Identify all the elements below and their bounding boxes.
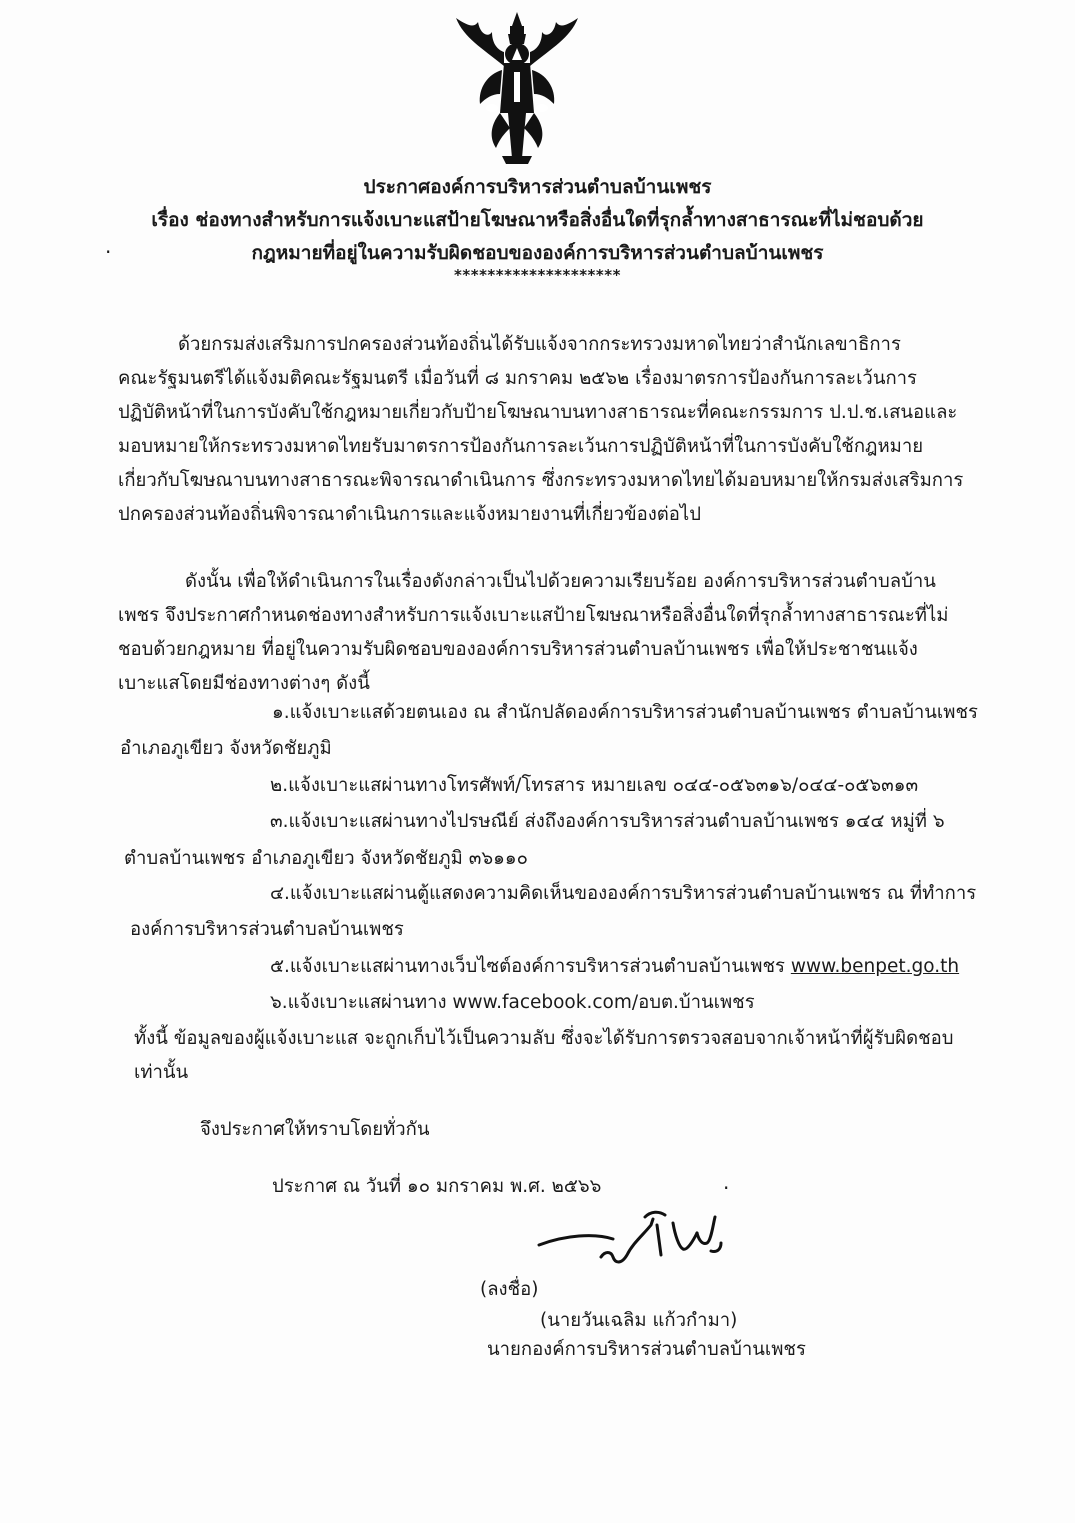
para1-line: ปฏิบัติหน้าที่ในการบังคับใช้กฎหมายเกี่ยวกับป้ายโฆษณาบนทางสาธารณะที่คณะกรรมการ ป.ป.ช.เสนอและ — [118, 402, 958, 423]
channel-item-3: ๓.แจ้งเบาะแสผ่านทางไปรษณีย์ ส่งถึงองค์การบริหารส่วนตำบลบ้านเพชร ๑๔๔ หมู่ที่ ๖ — [270, 811, 945, 832]
channel-item-2: ๒.แจ้งเบาะแสผ่านทางโทรศัพท์/โทรสาร หมายเลข ๐๔๔-๐๕๖๓๑๖/๐๔๔-๐๕๖๓๑๓ — [270, 775, 919, 796]
subject-line-2: กฎหมายที่อยู่ในความรับผิดชอบขององค์การบริหารส่วนตำบลบ้านเพชร — [251, 242, 824, 264]
channel-item-5 — [270, 952, 959, 981]
para2-line: เบาะแสโดยมีช่องทางต่างๆ ดังนี้ — [118, 673, 370, 694]
stray-mark: · — [723, 1176, 730, 1200]
para1-line: มอบหมายให้กระทรวงมหาดไทยรับมาตรการป้องกันการละเว้นการปฏิบัติหน้าที่ในการบังคับใช้กฎหมาย — [118, 436, 924, 457]
channel-item-4: ๔.แจ้งเบาะแสผ่านตู้แสดงความคิดเห็นขององค์การบริหารส่วนตำบลบ้านเพชร ณ ที่ทำการ — [270, 883, 977, 904]
website-link[interactable]: www.benpet.go.th — [790, 956, 960, 977]
channel-item-6: ๖.แจ้งเบาะแสผ่านทาง www.facebook.com/อบต.บ้านเพชร — [270, 992, 755, 1013]
confidentiality-note-cont: เท่านั้น — [134, 1062, 189, 1083]
stray-mark: · — [105, 240, 112, 264]
confidentiality-note: ทั้งนี้ ข้อมูลของผู้แจ้งเบาะแส จะถูกเก็บไว้เป็นความลับ ซึ่งจะได้รับการตรวจสอบจากเจ้าหน้าที่ผู้รับผิดชอบ — [134, 1028, 954, 1049]
announcement-date: ประกาศ ณ วันที่ ๑๐ มกราคม พ.ศ. ๒๕๖๖ — [272, 1176, 602, 1197]
announcement-title: ประกาศองค์การบริหารส่วนตำบลบ้านเพชร — [363, 176, 712, 198]
para2-line: เพชร จึงประกาศกำหนดช่องทางสำหรับการแจ้งเบาะแสป้ายโฆษณาหรือสิ่งอื่นใดที่รุกล้ำทางสาธารณะที่ไม่ — [118, 605, 949, 626]
para2-line: ดังนั้น เพื่อให้ดำเนินการในเรื่องดังกล่าวเป็นไปด้วยความเรียบร้อย องค์การบริหารส่วนตำบลบ้าน — [185, 571, 936, 592]
channel-item-4-cont: องค์การบริหารส่วนตำบลบ้านเพชร — [130, 919, 404, 940]
channel-item-1: ๑.แจ้งเบาะแสด้วยตนเอง ณ สำนักปลัดองค์การบริหารส่วนตำบลบ้านเพชร ตำบลบ้านเพชร — [272, 702, 978, 723]
channel-item-5-text: ๕.แจ้งเบาะแสผ่านทางเว็บไซต์องค์การบริหารส่วนตำบลบ้านเพชร — [270, 956, 791, 977]
signatory-name: (นายวันเฉลิม แก้วกำมา) — [540, 1310, 738, 1331]
subject-line-1: เรื่อง ช่องทางสำหรับการแจ้งเบาะแสป้ายโฆษณาหรือสิ่งอื่นใดที่รุกล้ำทางสาธารณะที่ไม่ชอบด้วย — [151, 209, 924, 231]
separator: ******************** — [454, 266, 621, 284]
sign-label: (ลงชื่อ) — [480, 1279, 539, 1300]
channel-item-1-cont: อำเภอภูเขียว จังหวัดชัยภูมิ — [120, 738, 332, 759]
para1-line: เกี่ยวกับโฆษณาบนทางสาธารณะพิจารณาดำเนินการ ซึ่งกระทรวงมหาดไทยได้มอบหมายให้กรมส่งเสริมการ — [118, 470, 964, 491]
closing-statement: จึงประกาศให้ทราบโดยทั่วกัน — [200, 1119, 430, 1140]
signatory-position: นายกองค์การบริหารส่วนตำบลบ้านเพชร — [487, 1339, 806, 1360]
para1-line: ด้วยกรมส่งเสริมการปกครองส่วนท้องถิ่นได้รับแจ้งจากกระทรวงมหาดไทยว่าสำนักเลขาธิการ — [178, 334, 901, 355]
garuda-emblem-icon — [452, 8, 582, 168]
handwritten-signature — [535, 1195, 735, 1275]
para1-line: คณะรัฐมนตรีได้แจ้งมติคณะรัฐมนตรี เมื่อวันที่ ๘ มกราคม ๒๕๖๒ เรื่องมาตรการป้องกันการละเว้นการ — [118, 368, 917, 389]
channel-item-3-cont: ตำบลบ้านเพชร อำเภอภูเขียว จังหวัดชัยภูมิ ๓๖๑๑๐ — [124, 848, 528, 869]
para1-line: ปกครองส่วนท้องถิ่นพิจารณาดำเนินการและแจ้งหมายงานที่เกี่ยวข้องต่อไป — [118, 504, 701, 525]
para2-line: ชอบด้วยกฎหมาย ที่อยู่ในความรับผิดชอบขององค์การบริหารส่วนตำบลบ้านเพชร เพื่อให้ประชาชนแจ้ง — [118, 639, 918, 660]
